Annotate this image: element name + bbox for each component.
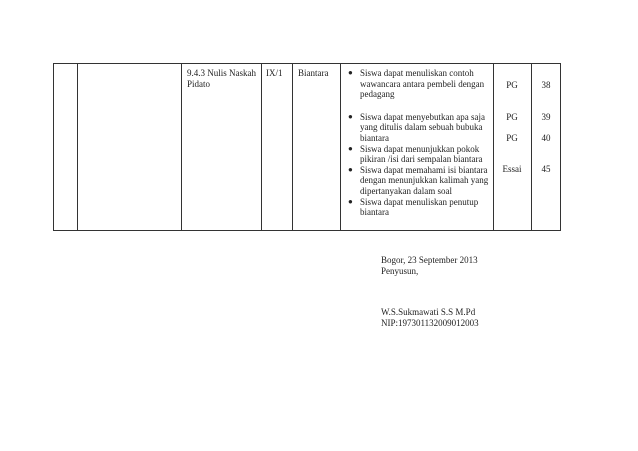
indikator-list — [348, 68, 490, 218]
bentuk-soal-cell: Essai — [502, 164, 522, 174]
materi-cell: Biantara — [298, 68, 329, 78]
table-column-divider — [261, 63, 262, 231]
bentuk-soal-cell: PG — [506, 112, 518, 122]
kelas-cell: IX/1 — [266, 68, 283, 78]
table-column-divider — [181, 63, 182, 231]
list-item: ● Siswa dapat menuliskan penutup biantara — [348, 196, 479, 218]
bentuk-soal-cell: PG — [506, 133, 518, 143]
signature-place-date: Bogor, 23 September 2013 — [381, 255, 478, 265]
bullet-icon: ● — [348, 196, 353, 206]
signature-name: W.S.Sukmawati S.S M.Pd — [381, 307, 476, 317]
list-item: ● Siswa dapat menyebutkan apa saja yang ditulis dalam sebuah bubuka biantara — [348, 111, 485, 143]
nomor-soal-cell: 39 — [541, 112, 551, 122]
bullet-icon: ● — [348, 143, 353, 153]
list-item: ● Siswa dapat menunjukkan pokok pikiran /isi dari sempalan biantara — [348, 143, 483, 165]
signature-nip: NIP:197301132009012003 — [381, 318, 479, 328]
nomor-soal-cell: 40 — [541, 133, 551, 143]
table-column-divider — [77, 63, 78, 231]
table-column-divider — [340, 63, 341, 231]
signature-role: Penyusun, — [381, 266, 419, 276]
kompetensi-dasar-cell: 9.4.3 Nulis Naskah Pidato — [187, 68, 256, 89]
bentuk-soal-cell: PG — [506, 80, 518, 90]
bullet-icon: ● — [348, 111, 353, 121]
list-item: ● Siswa dapat memahami isi biantara dengan menunjukkan kalimah yang dipertanyakan dalam soal — [348, 164, 489, 196]
bullet-icon: ● — [348, 164, 353, 174]
bullet-icon: ● — [348, 68, 353, 77]
nomor-soal-cell: 38 — [541, 80, 551, 90]
table-column-divider — [292, 63, 293, 231]
list-item: ● Siswa dapat menuliskan contoh wawancara antara pembeli dengan pedagang — [348, 68, 485, 100]
table-border-left — [53, 63, 54, 231]
nomor-soal-cell: 45 — [541, 164, 551, 174]
